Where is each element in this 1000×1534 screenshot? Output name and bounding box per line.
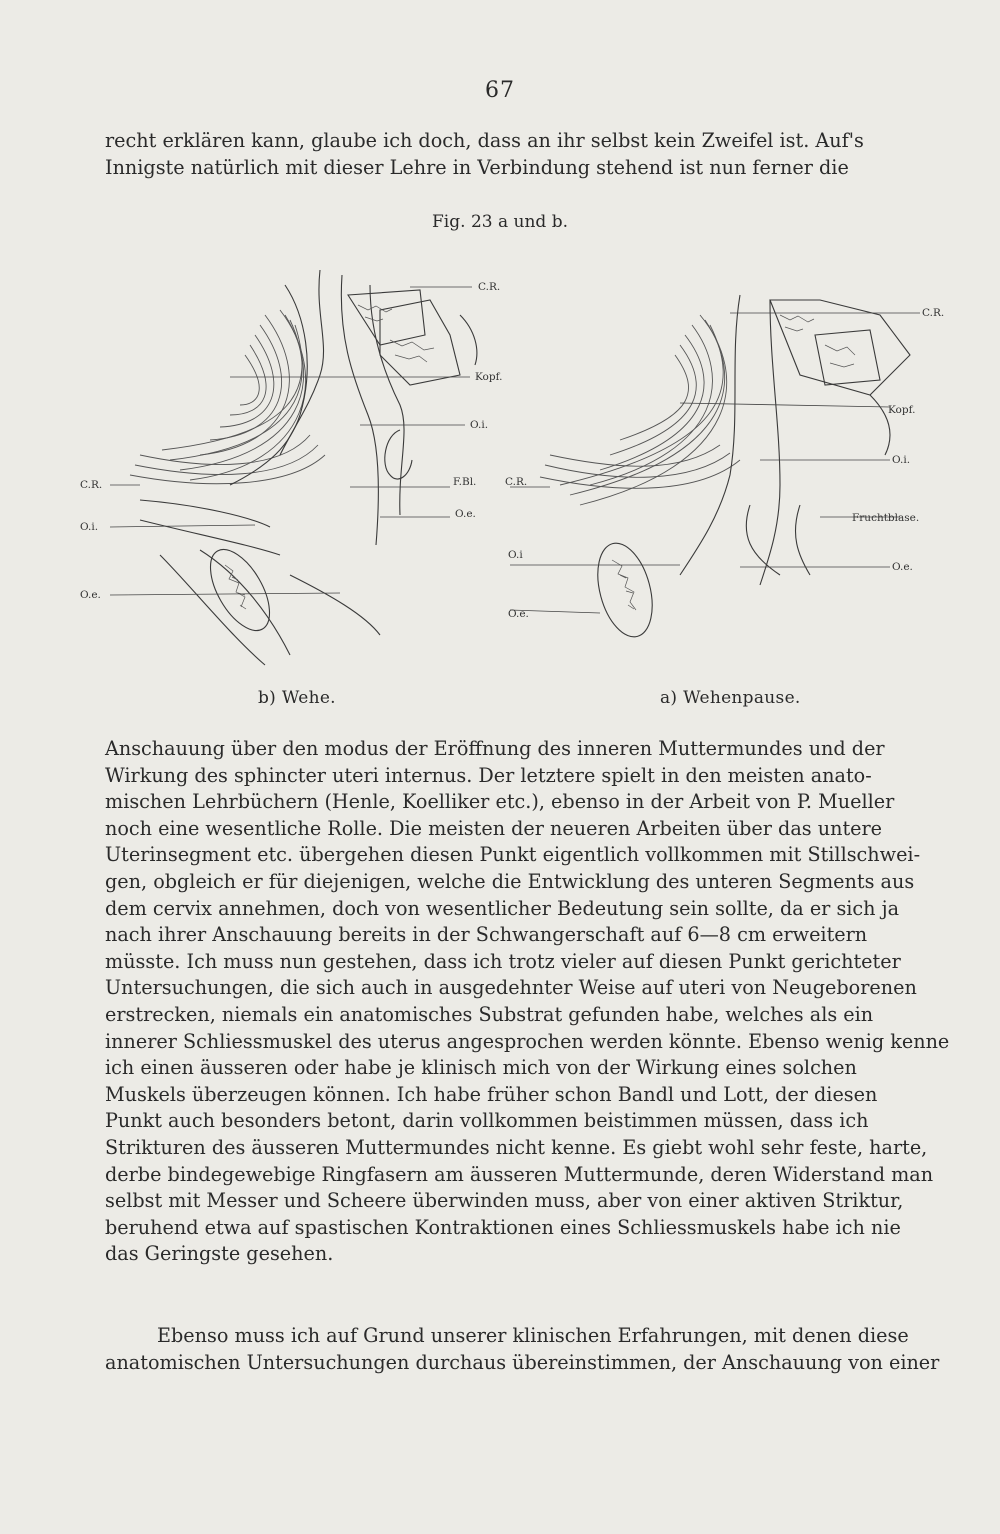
text-line: Untersuchungen, die sich auch in ausgedehnter Weise auf uteri von Neugeborenen bbox=[105, 976, 917, 1000]
text-line: das Geringste gesehen. bbox=[105, 1242, 334, 1266]
label-kopf-right: Kopf. bbox=[888, 404, 916, 416]
caption-a: a) Wehenpause. bbox=[660, 688, 801, 708]
text-line: selbst mit Messer und Scheere überwinden muss, aber von einer aktiven Striktur, bbox=[105, 1189, 904, 1213]
left-uterus-hatching bbox=[130, 310, 325, 484]
right-uterus-hatching bbox=[540, 315, 740, 505]
label-cr-right-left: C.R. bbox=[505, 476, 528, 488]
text-line: ich einen äusseren oder habe je klinisch mich von der Wirkung eines solchen bbox=[105, 1056, 857, 1080]
text-line: Wirkung des sphincter uteri internus. Der letztere spielt in den meisten anato- bbox=[105, 763, 872, 787]
label-fbl-left: F.Bl. bbox=[453, 476, 477, 488]
text-line: Anschauung über den modus der Eröffnung des inneren Muttermundes und der bbox=[105, 737, 885, 760]
label-cr-left-margin: C.R. bbox=[80, 479, 103, 491]
label-oi-left: O.i. bbox=[470, 419, 489, 431]
label-fruchtblase-right: Fruchtblase. bbox=[852, 512, 920, 524]
text-line: innerer Schliessmuskel des uterus angesprochen werden könnte. Ebenso wenig kenne bbox=[105, 1029, 950, 1053]
label-oe-right: O.e. bbox=[892, 561, 913, 573]
text-line: Uterinsegment etc. übergehen diesen Punkt eigentlich vollkommen mit Stillschwei- bbox=[105, 843, 921, 867]
intro-paragraph bbox=[105, 128, 897, 181]
text-line: noch eine wesentliche Rolle. Die meisten der neueren Arbeiten über das untere bbox=[105, 816, 883, 840]
label-oe-left-margin: O.e. bbox=[80, 589, 101, 601]
label-cr-right-top: C.R. bbox=[922, 307, 945, 319]
text-line: Innigste natürlich mit dieser Lehre in Verbindung stehend ist nun ferner die bbox=[105, 155, 849, 179]
text-line: Ebenso muss ich auf Grund unserer klinischen Erfahrungen, mit denen diese bbox=[157, 1324, 909, 1347]
figure-23 bbox=[80, 255, 945, 675]
label-oi-left-margin: O.i. bbox=[80, 521, 99, 533]
text-line: nach ihrer Anschauung bereits in der Schwangerschaft auf 6—8 cm erweitern bbox=[105, 923, 868, 947]
text-line: gen, obgleich er für diejenigen, welche die Entwicklung des unteren Segments aus bbox=[105, 869, 915, 893]
label-oi-right-left: O.i bbox=[508, 549, 523, 561]
main-paragraph bbox=[105, 736, 950, 1268]
text-line: Punkt auch besonders betont, darin vollkommen beistimmen müssen, dass ich bbox=[105, 1109, 869, 1133]
caption-b: b) Wehe. bbox=[258, 688, 336, 708]
text-line: mischen Lehrbüchern (Henle, Koelliker etc.), ebenso in der Arbeit von P. Mueller bbox=[105, 790, 895, 814]
label-oe-left: O.e. bbox=[455, 508, 476, 520]
closing-paragraph bbox=[105, 1323, 940, 1376]
text-line: recht erklären kann, glaube ich doch, dass an ihr selbst kein Zweifel ist. Auf's bbox=[105, 129, 864, 152]
anatomical-illustration bbox=[80, 255, 945, 675]
text-line: anatomischen Untersuchungen durchaus übereinstimmen, der Anschauung von einer bbox=[105, 1350, 940, 1374]
label-oi-right: O.i. bbox=[892, 454, 911, 466]
text-line: Muskels überzeugen können. Ich habe früher schon Bandl und Lott, der diesen bbox=[105, 1082, 878, 1106]
figure-title: Fig. 23 a und b. bbox=[432, 212, 568, 232]
text-line: müsste. Ich muss nun gestehen, dass ich trotz vieler auf diesen Punkt gerichteter bbox=[105, 949, 901, 973]
text-line: derbe bindegewebige Ringfasern am äusseren Muttermunde, deren Widerstand man bbox=[105, 1162, 934, 1186]
label-kopf-left: Kopf. bbox=[475, 371, 503, 383]
text-line: dem cervix annehmen, doch von wesentlicher Bedeutung sein sollte, da er sich ja bbox=[105, 896, 900, 920]
page-number: 67 bbox=[485, 78, 515, 103]
text-line: erstrecken, niemals ein anatomisches Substrat gefunden habe, welches als ein bbox=[105, 1002, 874, 1026]
label-oe-right-left: O.e. bbox=[508, 608, 529, 620]
label-cr-left-top: C.R. bbox=[478, 281, 501, 293]
text-line: beruhend etwa auf spastischen Kontraktionen eines Schliessmuskels habe ich nie bbox=[105, 1215, 901, 1239]
text-line: Strikturen des äusseren Muttermundes nicht kenne. Es giebt wohl sehr feste, harte, bbox=[105, 1135, 928, 1159]
